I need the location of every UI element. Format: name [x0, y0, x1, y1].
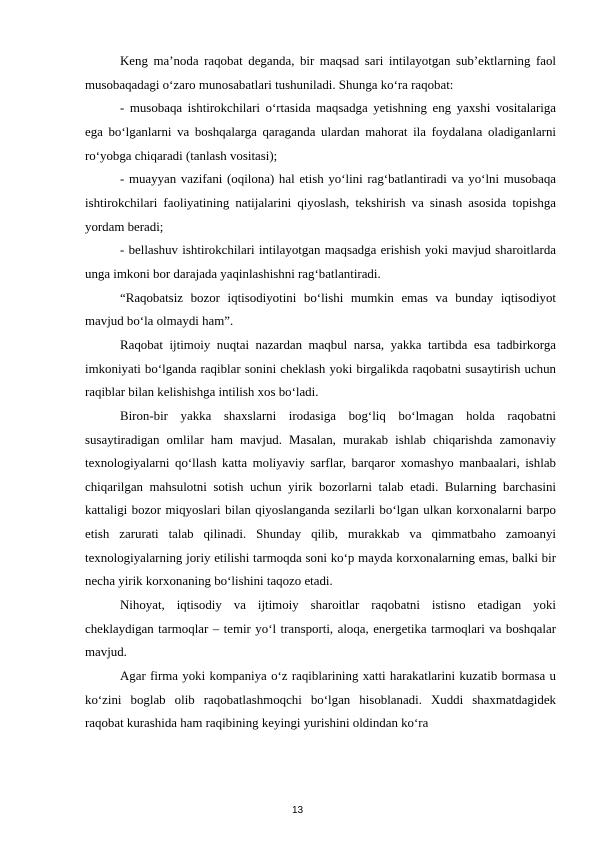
paragraph-firm-observation: Agar firma yoki kompaniya o‘z raqiblarining xatti harakatlarini kuzatib bormasa u ko‘zini boglab olib raqobatlashmoqchi bo‘lgan hisoblanadi. Xuddi shaxmatdagidek raqobat kurashida ham raqibining keyingi yurishini oldindan ko‘ra: [85, 669, 556, 731]
paragraph-bullet-incentive: - bellashuv ishtirokchilari intilayotgan maqsadga erishish yoki mavjud sharoitlarda unga imkoni bor darajada yaqinlashishni rag‘batlantiradi.: [85, 243, 556, 281]
paragraph-bullet-selection: - musobaqa ishtirokchilari o‘rtasida maqsadga yetishning eng yaxshi vositalariga ega bo‘lganlarni va boshqalarga qaraganda ulardan mahorat ila foydalana oladiganlarni ro‘yobga chiqaradi (tanlash vositasi);: [85, 101, 556, 163]
paragraph-excluded-industries: Nihoyat, iqtisodiy va ijtimoiy sharoitlar raqobatni istisno etadigan yoki cheklaydigan tarmoqlar – temir yo‘l transporti, aloqa, energetika tarmoqlari va boshqalar mavjud.: [85, 598, 556, 660]
page-number: 13: [291, 805, 304, 816]
paragraph-weakening-factors: Biron-bir yakka shaxslarni irodasiga bog‘liq bo‘lmagan holda raqobatni susaytiradigan omlilar ham mavjud. Masalan, murakab ishlab chiqarishda zamonaviy texnologiyalarni qo‘llash katta moliyaviy sarflar, barqaror xomashyo manbaalari, ishlab chiqarilgan mahsulotni sotish uchun yirik bozorlarni talab etadi. Bularning barchasini kattaligi bozor miqyoslari bilan qiyoslanganda sezilarli bo‘lgan ulkan korxonalarni barpo etish zarurati talab qilinadi. Shunday qilib, murakkab va qimmatbaho zamoanyi texnologiyalarning joriy etilishi tarmoqda soni ko‘p mayda korxonalarning emas, balki bir necha yirik korxonaning bo‘lishini taqozo etadi.: [85, 408, 556, 589]
paragraph-bullet-solution: - muayyan vazifani (oqilona) hal etish yo‘lini rag‘batlantiradi va yo‘lni musobaqa ishtirokchilari faoliyatining natijalarini qiyoslash, tekshirish va sinash asosida topishga yordam beradi;: [85, 172, 556, 234]
paragraph-competition-definition: Keng ma’noda raqobat deganda, bir maqsad sari intilayotgan sub’ektlarning faol musobaqadagi o‘zaro munosabatlari tushuniladi. Shunga ko‘ra raqobat:: [85, 54, 556, 92]
document-page: [85, 50, 556, 736]
paragraph-quote: “Raqobatsiz bozor iqtisodiyotini bo‘lishi mumkin emas va bunday iqtisodiyot mavjud bo‘la olmaydi ham”.: [85, 290, 556, 329]
paragraph-social-view: Raqobat ijtimoiy nuqtai nazardan maqbul narsa, yakka tartibda esa tadbirkorga imkoniyati bo‘lganda raqiblar sonini cheklash yoki birgalikda raqobatni susaytirish uchun raqiblar bilan kelishishga intilish xos bo‘ladi.: [85, 337, 556, 400]
